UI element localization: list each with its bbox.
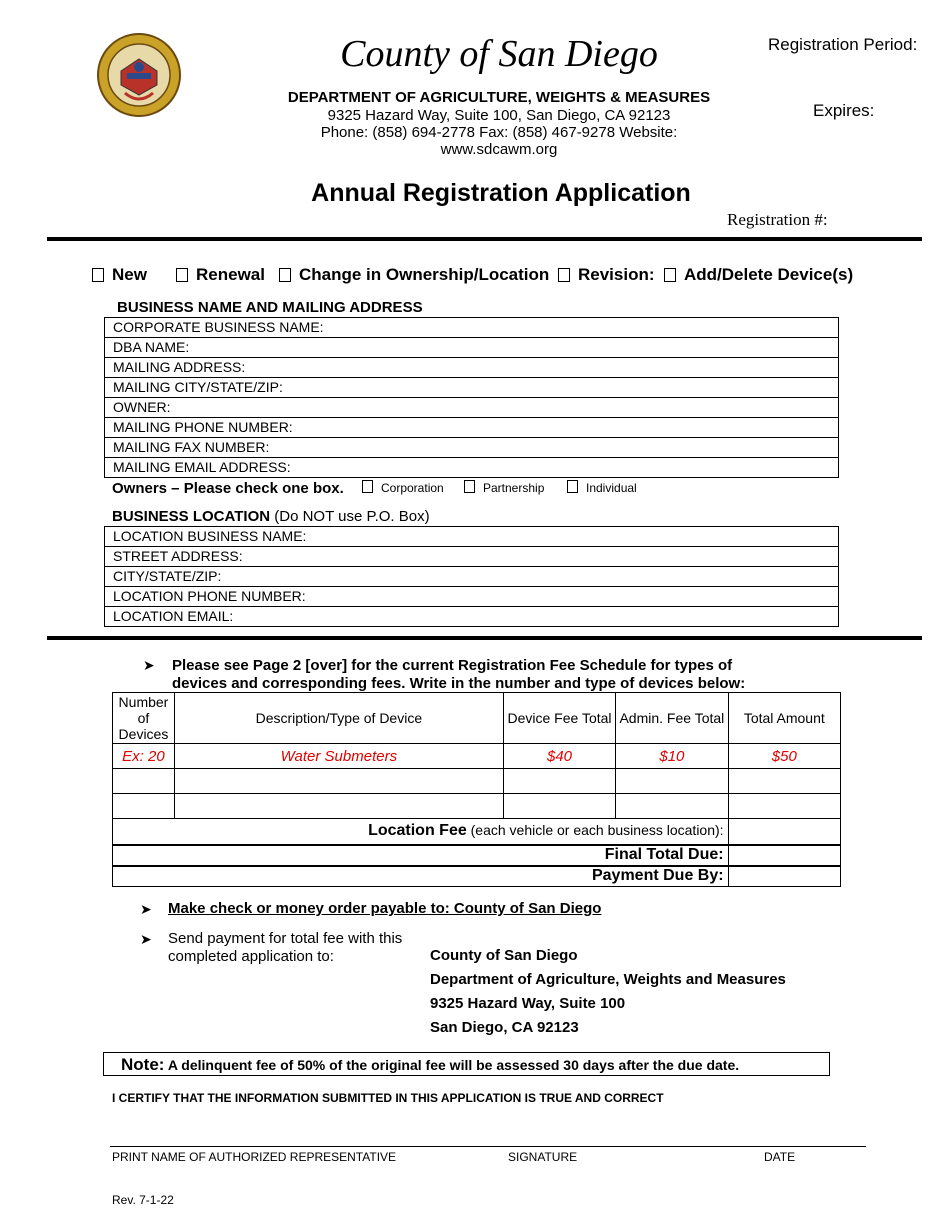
cell-payment-due[interactable] xyxy=(728,866,840,887)
checkbox-renewal[interactable] xyxy=(176,265,265,285)
address-line: Department of Agriculture, Weights and Measures xyxy=(430,971,786,988)
address-line: 9325 Hazard Way, Suite 100 xyxy=(430,995,626,1012)
arrow-bullet-icon: ➤ xyxy=(140,901,152,917)
payment-due-label: Payment Due By: xyxy=(113,866,729,887)
payable-to-note: Make check or money order payable to: County of San Diego xyxy=(168,900,602,917)
field-street-address[interactable]: STREET ADDRESS: xyxy=(104,547,839,567)
county-name: County of San Diego xyxy=(340,33,658,75)
header-total-amount: Total Amount xyxy=(728,693,840,744)
owners-type xyxy=(112,480,672,500)
example-total: $50 xyxy=(728,744,840,769)
cell-final-total[interactable] xyxy=(728,845,840,866)
note-label: Note: xyxy=(121,1055,165,1074)
checkbox-icon[interactable] xyxy=(176,268,188,282)
checkbox-revision[interactable] xyxy=(558,265,655,285)
example-description: Water Submeters xyxy=(174,744,503,769)
checkbox-partnership[interactable] xyxy=(464,480,544,495)
website-line: www.sdcawm.org xyxy=(440,141,558,158)
checkbox-icon[interactable] xyxy=(664,268,676,282)
location-heading-text: BUSINESS LOCATION xyxy=(112,508,271,525)
checkbox-label: Revision: xyxy=(578,265,655,284)
business-section-heading: BUSINESS NAME AND MAILING ADDRESS xyxy=(117,299,423,316)
cell-admin-fee[interactable] xyxy=(616,794,728,819)
table-header-row xyxy=(113,693,841,744)
header-number-of-devices xyxy=(113,693,175,744)
checkbox-icon[interactable] xyxy=(558,268,570,282)
cell-description[interactable] xyxy=(174,794,503,819)
location-fee-title: Location Fee xyxy=(368,822,467,840)
location-fee-label xyxy=(113,819,729,845)
field-mailing-email[interactable]: MAILING EMAIL ADDRESS: xyxy=(104,458,839,478)
certification-statement: I CERTIFY THAT THE INFORMATION SUBMITTED IN THIS APPLICATION IS TRUE AND CORRECT xyxy=(112,1091,664,1105)
table-row-example xyxy=(113,744,841,769)
header-line: Number xyxy=(118,694,169,710)
checkbox-corporation[interactable] xyxy=(362,480,444,495)
checkbox-new[interactable] xyxy=(92,265,147,285)
example-number: Ex: 20 xyxy=(113,744,175,769)
checkbox-label: Change in Ownership/Location xyxy=(299,265,550,284)
checkbox-label: Partnership xyxy=(483,481,545,495)
note-line: Send payment for total fee with this xyxy=(168,930,403,947)
registration-number-label: Registration #: xyxy=(727,210,828,229)
final-total-label: Final Total Due: xyxy=(113,845,729,866)
cell-device-fee[interactable] xyxy=(503,769,615,794)
address-line: 9325 Hazard Way, Suite 100, San Diego, CA 92123 xyxy=(327,107,671,124)
note-line: devices and corresponding fees. Write in the number and type of devices below: xyxy=(172,675,746,692)
payment-due-row xyxy=(113,866,841,887)
location-fee-note: (each vehicle or each business location): xyxy=(470,822,724,839)
example-admin-fee: $10 xyxy=(616,744,728,769)
table-row[interactable] xyxy=(113,794,841,819)
field-location-email[interactable]: LOCATION EMAIL: xyxy=(104,607,839,627)
checkbox-label: Individual xyxy=(586,481,637,495)
field-dba-name[interactable]: DBA NAME: xyxy=(104,338,839,358)
checkbox-individual[interactable] xyxy=(567,480,637,495)
delinquent-fee-note xyxy=(103,1052,830,1076)
location-fee-row xyxy=(113,819,841,845)
signature-line[interactable] xyxy=(110,1146,866,1147)
address-line: San Diego, CA 92123 xyxy=(430,1019,579,1036)
registration-period-label: Registration Period: xyxy=(768,35,918,54)
field-corporate-name[interactable]: CORPORATE BUSINESS NAME: xyxy=(104,318,839,338)
header-admin-fee: Admin. Fee Total xyxy=(616,693,728,744)
location-heading-note: (Do NOT use P.O. Box) xyxy=(274,508,430,525)
checkbox-label: Corporation xyxy=(381,481,444,495)
expires-label: Expires: xyxy=(813,101,875,120)
location-fields xyxy=(104,526,839,627)
checkbox-label: New xyxy=(112,265,147,284)
department-address xyxy=(0,107,950,158)
divider xyxy=(47,636,922,640)
signature-label: SIGNATURE xyxy=(508,1150,578,1164)
mailing-address-block xyxy=(430,944,786,1040)
note-line: completed application to: xyxy=(168,948,334,965)
header-line: of xyxy=(137,710,150,726)
field-owner[interactable]: OWNER: xyxy=(104,398,839,418)
checkbox-icon[interactable] xyxy=(92,268,104,282)
checkbox-label: Add/Delete Device(s) xyxy=(684,265,854,284)
checkbox-icon[interactable] xyxy=(464,480,475,493)
cell-total[interactable] xyxy=(728,769,840,794)
table-row[interactable] xyxy=(113,769,841,794)
field-mailing-city[interactable]: MAILING CITY/STATE/ZIP: xyxy=(104,378,839,398)
department-name: DEPARTMENT OF AGRICULTURE, WEIGHTS & MEASURES xyxy=(287,89,711,106)
field-location-business-name[interactable]: LOCATION BUSINESS NAME: xyxy=(104,527,839,547)
divider xyxy=(47,237,922,241)
arrow-bullet-icon: ➤ xyxy=(143,657,155,673)
cell-number[interactable] xyxy=(113,769,175,794)
cell-description[interactable] xyxy=(174,769,503,794)
page-title: Annual Registration Application xyxy=(311,179,691,207)
final-total-row xyxy=(113,845,841,866)
application-type-options xyxy=(92,265,892,287)
checkbox-icon[interactable] xyxy=(362,480,373,493)
header-device-fee: Device Fee Total xyxy=(503,693,615,744)
checkbox-icon[interactable] xyxy=(279,268,291,282)
note-text: A delinquent fee of 50% of the original fee will be assessed 30 days after the due date. xyxy=(167,1057,740,1073)
field-mailing-address[interactable]: MAILING ADDRESS: xyxy=(104,358,839,378)
print-name-label: PRINT NAME OF AUTHORIZED REPRESENTATIVE xyxy=(112,1150,397,1164)
field-location-phone[interactable]: LOCATION PHONE NUMBER: xyxy=(104,587,839,607)
contact-line: Phone: (858) 694-2778 Fax: (858) 467-9278 Website: xyxy=(320,124,678,141)
arrow-bullet-icon: ➤ xyxy=(140,931,152,947)
address-line: County of San Diego xyxy=(430,947,578,964)
field-mailing-phone[interactable]: MAILING PHONE NUMBER: xyxy=(104,418,839,438)
example-device-fee: $40 xyxy=(503,744,615,769)
header-line: Devices xyxy=(118,726,169,742)
cell-device-fee[interactable] xyxy=(503,794,615,819)
cell-location-fee[interactable] xyxy=(728,819,840,845)
date-label: DATE xyxy=(764,1150,796,1164)
cell-number[interactable] xyxy=(113,794,175,819)
checkbox-add-delete-devices[interactable] xyxy=(664,265,853,285)
field-mailing-fax[interactable]: MAILING FAX NUMBER: xyxy=(104,438,839,458)
cell-admin-fee[interactable] xyxy=(616,769,728,794)
note-line: Please see Page 2 [over] for the current Registration Fee Schedule for types of xyxy=(172,657,733,674)
send-payment-note xyxy=(168,930,402,966)
header-description: Description/Type of Device xyxy=(174,693,503,744)
revision-label: Rev. 7-1-22 xyxy=(112,1193,174,1207)
checkbox-change-ownership[interactable] xyxy=(279,265,549,285)
business-fields xyxy=(104,317,839,478)
field-city-state-zip[interactable]: CITY/STATE/ZIP: xyxy=(104,567,839,587)
checkbox-icon[interactable] xyxy=(567,480,578,493)
cell-total[interactable] xyxy=(728,794,840,819)
fee-schedule-note xyxy=(172,657,745,693)
device-fee-table xyxy=(112,692,841,887)
owners-label: Owners – Please check one box. xyxy=(112,480,344,497)
checkbox-label: Renewal xyxy=(196,265,265,284)
location-section-heading xyxy=(112,508,430,525)
